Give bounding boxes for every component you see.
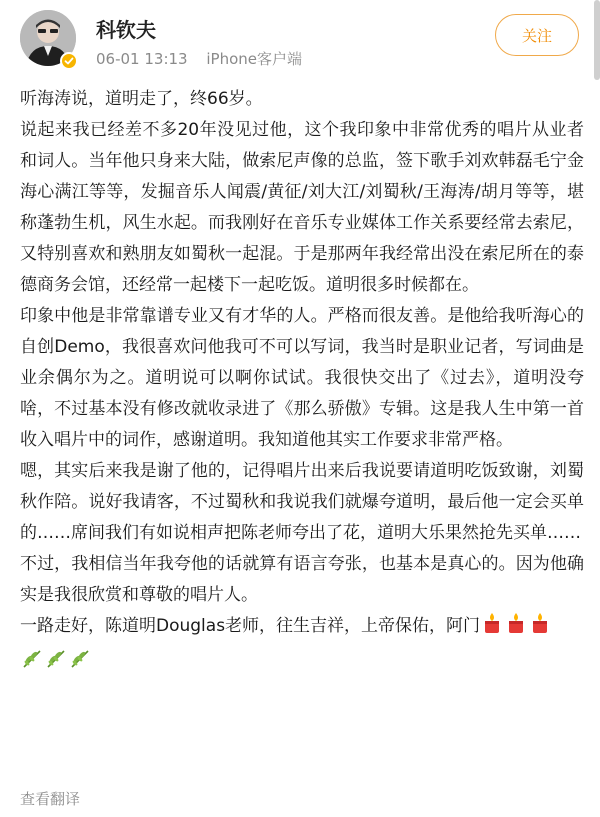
candle-icon: [504, 611, 528, 646]
post-paragraph: 不过，我相信当年我夸他的话就算有语言夸张，也基本是真心的。因为他确实是我很欣赏和尊敬的唱片人。: [20, 554, 584, 605]
plant-icon: [20, 646, 44, 681]
post-body: [20, 84, 584, 681]
candle-icon: [480, 611, 504, 646]
translate-link[interactable]: 查看翻译: [20, 790, 81, 808]
post-paragraph: 印象中他是非常靠谱专业又有才华的人。严格而很友善。是他给我听海心的自创Demo，我很喜欢问他我可不可以写词，我当时是职业记者，写词曲是业余偶尔为之。道明说可以啊你试试。我很快交出了《过去》，道明没夸啥，不过基本没有修改就收录进了《那么骄傲》专辑。这是我人生中第一首收入唱片中的词作，感谢道明。我知道他其实工作要求非常严格。: [20, 306, 584, 450]
author-name[interactable]: 科钦夫: [96, 18, 156, 42]
post-header: [0, 0, 600, 80]
post-paragraph: 说起来我已经差不多20年没见过他，这个我印象中非常优秀的唱片从业者和词人。当年他只身来大陆，做索尼声像的总监，签下歌手刘欢韩磊毛宁金海心满江等等，发掘音乐人闻震/黄征/刘大江/刘蜀秋/王海涛/胡月等等，堪称蓬勃生机，风生水起。而我刚好在音乐专业媒体工作关系要经常去索尼，又特别喜欢和熟朋友如蜀秋一起混。于是那两年我经常出没在索尼所在的泰德商务会馆，还经常一起楼下一起吃饭。道明很多时候都在。: [20, 120, 584, 295]
post-paragraph-last: [20, 611, 584, 681]
candle-icon: [528, 611, 552, 646]
follow-button[interactable]: 关注: [495, 14, 579, 56]
post-time: 06-01 13:13: [96, 50, 188, 68]
verified-badge-icon: [60, 52, 78, 70]
plant-icon: [68, 646, 92, 681]
post-source: iPhone客户端: [206, 50, 303, 68]
plant-icon: [44, 646, 68, 681]
post-meta: [96, 48, 302, 69]
post-paragraph-text: 一路走好，陈道明Douglas老师，往生吉祥，上帝保佑，阿门: [20, 616, 481, 636]
post-paragraph: 嗯，其实后来我是谢了他的，记得唱片出来后我说要请道明吃饭致谢，刘蜀秋作陪。说好我请客，不过蜀秋和我说我们就爆夸道明，最后他一定会买单的……席间我们有如说相声把陈老师夸出了花，道明大乐果然抢先买单……: [20, 461, 584, 543]
post-paragraph: 听海涛说，道明走了，终66岁。: [20, 89, 263, 109]
scrollbar[interactable]: [594, 0, 600, 80]
